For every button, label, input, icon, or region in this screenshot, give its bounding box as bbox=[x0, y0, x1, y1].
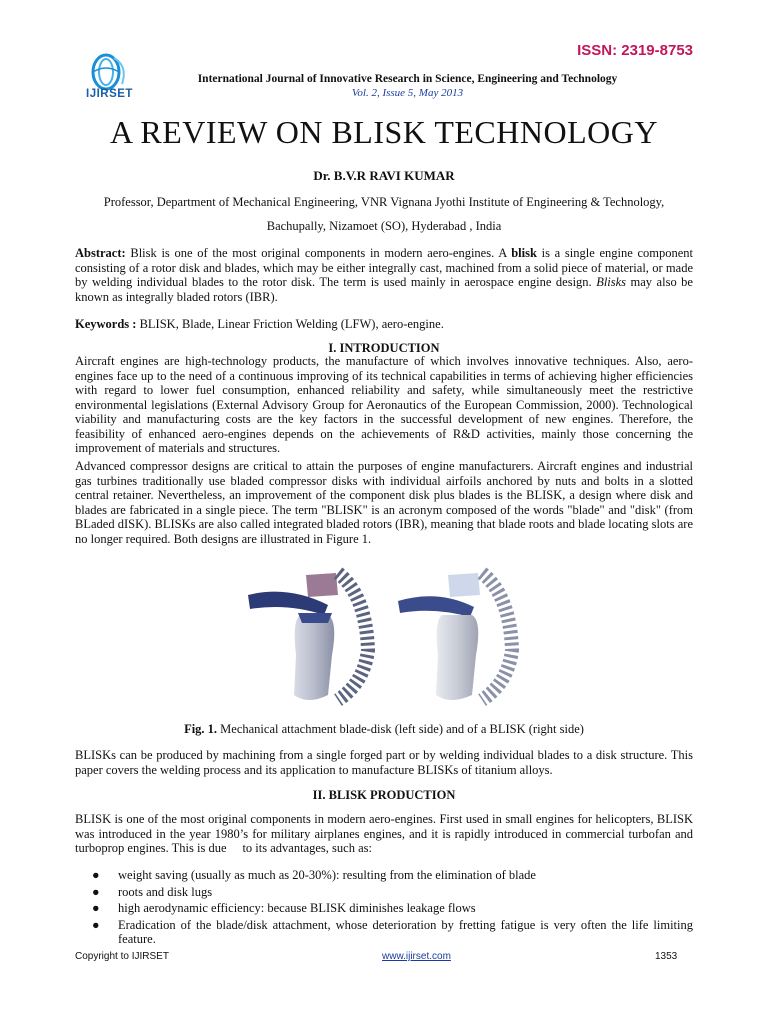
abstract-text: is a single engine component consisting of a rotor disk and blades, which may be either integrally cast, machined from a solid piece of material, or made by welding individual blades to the rotor disk. The term is used mainly in aerospace engine design. bbox=[75, 246, 693, 289]
list-item bbox=[75, 901, 693, 916]
figure-caption-text: Mechanical attachment blade-disk (left side) and of a BLISK (right side) bbox=[217, 722, 584, 736]
section-heading-introduction: I. INTRODUCTION bbox=[328, 341, 440, 355]
author-name: Dr. B.V.R RAVI KUMAR bbox=[313, 168, 455, 183]
keywords-label: Keywords : bbox=[75, 317, 137, 331]
bladed-disk-illustration bbox=[248, 573, 368, 700]
affiliation-line: Bachupally, Nizamoet (SO), Hyderabad , India bbox=[266, 219, 502, 233]
blisk-illustration bbox=[398, 573, 512, 700]
section-heading-blisk-production: II. BLISK PRODUCTION bbox=[312, 788, 456, 802]
abstract bbox=[75, 246, 693, 304]
abstract-text: may also be known as integrally bladed rotors (IBR). bbox=[75, 275, 693, 304]
body-paragraph: BLISKs can be produced by machining from a single forged part or by welding individual blades to a disk structure. This paper covers the welding process and its application to manufacture BLISKs of titanium alloys. bbox=[75, 748, 693, 777]
keywords-text: BLISK, Blade, Linear Friction Welding (LFW), aero-engine. bbox=[136, 317, 444, 331]
list-item-text: roots and disk lugs bbox=[118, 884, 213, 899]
affiliation-line: Professor, Department of Mechanical Engineering, VNR Vignana Jyothi Institute of Engineering & Technology, bbox=[103, 195, 665, 209]
bullet-icon: ● bbox=[92, 901, 100, 915]
list-item-text: weight saving (usually as much as 20-30%): resulting from the elimination of blade bbox=[118, 868, 536, 882]
figure-1-caption bbox=[75, 722, 693, 737]
advantages-list bbox=[75, 868, 693, 949]
bullet-icon: ● bbox=[92, 868, 100, 882]
bullet-icon: ● bbox=[92, 917, 100, 932]
journal-name: International Journal of Innovative Research in Science, Engineering and Technology bbox=[197, 73, 618, 85]
figure-1-image bbox=[228, 555, 540, 710]
abstract-label: Abstract: bbox=[75, 246, 126, 260]
issn-number: ISSN: 2319-8753 bbox=[577, 42, 693, 59]
abstract-bold-term: blisk bbox=[511, 246, 537, 260]
keywords bbox=[75, 317, 693, 332]
list-item-text: Eradication of the blade/disk attachment, whose deterioration by fretting fatigue is very often the life limiting feature. bbox=[118, 917, 693, 946]
paper-title: A REVIEW ON BLISK TECHNOLOGY bbox=[110, 114, 658, 150]
author-affiliation bbox=[80, 190, 688, 238]
logo-globe-icon bbox=[84, 52, 148, 92]
footer-website-link[interactable]: www.ijirset.com bbox=[382, 951, 451, 962]
journal-volume: Vol. 2, Issue 5, May 2013 bbox=[351, 87, 464, 99]
abstract-text: Blisk is one of the most original components in modern aero-engines. A bbox=[125, 246, 512, 260]
introduction-paragraph: Aircraft engines are high-technology products, the manufacture of which involves innovative techniques. Also, aero-engines face up to the need of a continuous improving of its technical capabilities in terms of achieving higher efficiencies with regard to lower fuel consumption, enhanced reliability and safety, while simultaneously meet the restrictive environmental legislations (External Advisory Group for Aeronautics of the European Commission, 2000). Technological viability and manufacturing costs are the key factors in the successful development of new engines. Therefore, the feasibility of enhanced aero-engines depends on the achievements of R&D activities, mainly those concerning the improvement of materials and structures. bbox=[75, 354, 693, 455]
footer-copyright: Copyright to IJIRSET bbox=[75, 951, 169, 962]
bullet-icon: ● bbox=[92, 884, 100, 899]
introduction-paragraph: Advanced compressor designs are critical to attain the purposes of engine manufacturers. Aircraft engines and industrial gas turbines traditionally use bladed compressor disks with individual airfoils anchored by nuts and bolts in a slotted central retainer. Nevertheless, an improvement of the component disk plus blades is the BLISK, a design where disk and blades are fabricated in a single piece. The term "BLISK" is an acronym composed of the words "blade" and "disk" (from BLaded dISK). BLISKs are also called integrated bladed rotors (IBR), meaning that blade roots and blade locating slots are no longer required. Both designs are illustrated in Figure 1. bbox=[75, 459, 693, 546]
figure-label: Fig. 1. bbox=[184, 722, 218, 736]
list-item bbox=[75, 868, 693, 883]
logo-text: IJIRSET bbox=[86, 88, 133, 100]
page-number: 1353 bbox=[655, 951, 678, 962]
list-item bbox=[75, 918, 693, 947]
blisk-production-paragraph: BLISK is one of the most original components in modern aero-engines. First used in small engines for helicopters, BLISK was introduced in the year 1980’s for military airplanes engines, and it is rapidly introduced in commercial turbofan and turboprop engines. This is due   to its advantages, such as: bbox=[75, 812, 693, 855]
list-item-text: high aerodynamic efficiency: because BLISK diminishes leakage flows bbox=[118, 901, 476, 915]
abstract-italic-term: Blisks bbox=[596, 275, 627, 289]
list-item bbox=[75, 885, 693, 900]
